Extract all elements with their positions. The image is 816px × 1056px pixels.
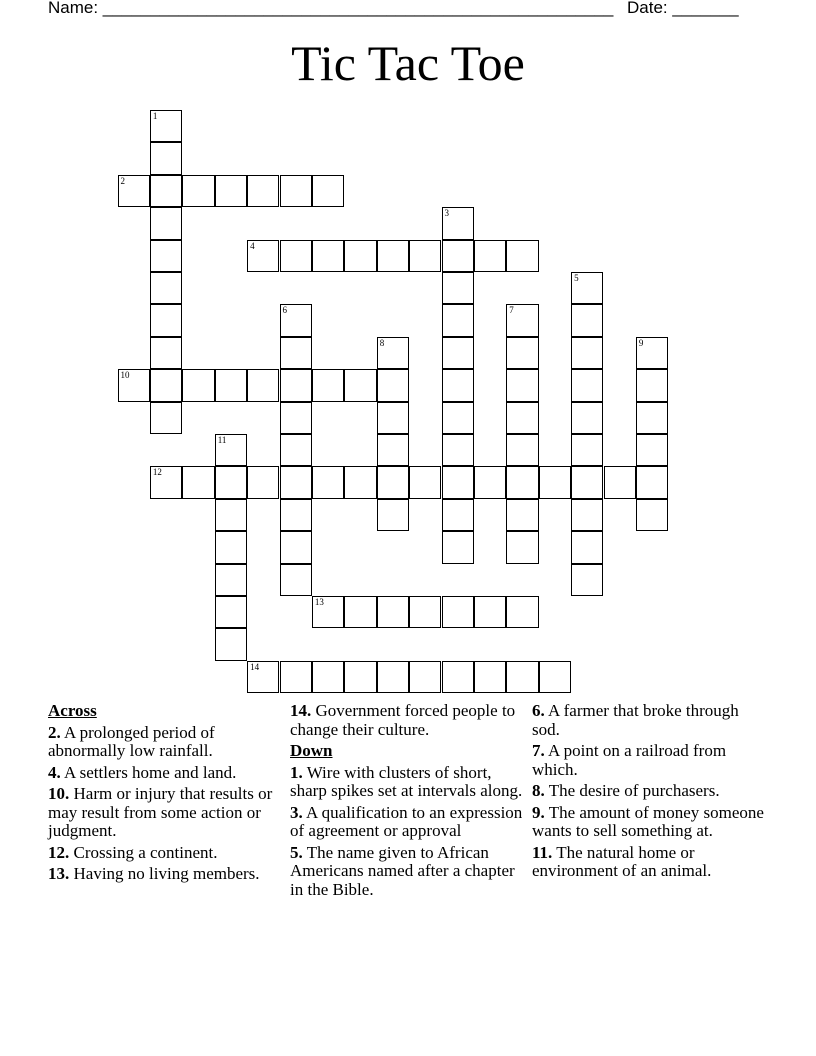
grid-cell[interactable]: [442, 466, 474, 498]
cell-number: 1: [152, 111, 158, 121]
clue-column-3: [532, 702, 768, 884]
grid-cell[interactable]: [150, 272, 182, 304]
grid-cell[interactable]: [312, 369, 344, 401]
grid-cell[interactable]: [247, 661, 279, 693]
clue-number: 2.: [48, 722, 61, 742]
grid-cell[interactable]: [118, 175, 150, 207]
grid-cell[interactable]: [571, 337, 603, 369]
grid-cell[interactable]: [312, 596, 344, 628]
grid-cell[interactable]: [215, 434, 247, 466]
clue-text: The desire of purchasers.: [544, 781, 720, 800]
grid-cell[interactable]: [280, 337, 312, 369]
clue-text: Harm or injury that results or may result from some action or judgment.: [48, 784, 273, 840]
cell-number: 9: [638, 337, 644, 348]
clue-down-1: [290, 764, 526, 801]
clue-down-11: [532, 844, 768, 881]
grid-cell[interactable]: [571, 402, 603, 434]
clue-across-13: [48, 865, 284, 884]
grid-cell[interactable]: [182, 466, 214, 498]
grid-cell[interactable]: [506, 402, 538, 434]
grid-cell[interactable]: [280, 499, 312, 531]
grid-cell[interactable]: [280, 564, 312, 596]
grid-cell[interactable]: [474, 240, 506, 272]
date-field[interactable]: Date: _______: [627, 0, 739, 17]
grid-cell[interactable]: [442, 369, 474, 401]
grid-cell[interactable]: [280, 240, 312, 272]
clue-number: 9.: [532, 802, 545, 822]
clue-number: 14.: [290, 701, 312, 720]
clue-text: The amount of money someone wants to sell something at.: [532, 802, 764, 840]
grid-cell[interactable]: [636, 466, 668, 498]
clue-across-12: [48, 844, 284, 863]
grid-cell[interactable]: [442, 402, 474, 434]
grid-cell[interactable]: [474, 661, 506, 693]
clue-number: 8.: [532, 781, 545, 800]
page-title: Tic Tac Toe: [291, 35, 525, 91]
grid-cell[interactable]: [150, 337, 182, 369]
grid-cell[interactable]: [215, 564, 247, 596]
grid-cell[interactable]: [118, 369, 150, 401]
grid-cell[interactable]: [409, 240, 441, 272]
grid-cell[interactable]: [312, 466, 344, 498]
grid-cell[interactable]: [474, 596, 506, 628]
clue-text: The natural home or environment of an animal.: [532, 842, 712, 880]
grid-cell[interactable]: [442, 661, 474, 693]
clue-across-4: [48, 764, 284, 783]
grid-cell[interactable]: [215, 531, 247, 563]
cell-number: 2: [120, 175, 125, 186]
grid-cell[interactable]: [280, 304, 312, 336]
grid-cell[interactable]: [377, 369, 409, 401]
clue-number: 1.: [290, 762, 303, 782]
grid-cell[interactable]: [280, 175, 312, 207]
grid-cell[interactable]: [344, 466, 376, 498]
grid-cell[interactable]: [571, 564, 603, 596]
clue-down-7: [532, 742, 768, 779]
clue-number: 7.: [532, 741, 545, 760]
grid-cell[interactable]: [636, 337, 668, 369]
grid-cell[interactable]: [215, 596, 247, 628]
grid-cell[interactable]: [150, 369, 182, 401]
grid-cell[interactable]: [442, 499, 474, 531]
grid-cell[interactable]: [506, 240, 538, 272]
clue-down-8: [532, 782, 768, 801]
clue-text: Government forced people to change their culture.: [290, 701, 516, 739]
clue-number: 6.: [532, 701, 545, 720]
grid-cell[interactable]: [571, 272, 603, 304]
grid-cell[interactable]: [215, 369, 247, 401]
grid-cell[interactable]: [215, 175, 247, 207]
cell-number: 7: [509, 305, 514, 316]
clue-text: Wire with clusters of short, sharp spikes set at intervals along.: [290, 762, 523, 800]
clue-number: 11.: [532, 842, 553, 862]
grid-cell[interactable]: [571, 434, 603, 466]
clue-across-14: [290, 702, 526, 739]
grid-cell[interactable]: [377, 466, 409, 498]
grid-cell[interactable]: [636, 402, 668, 434]
grid-cell[interactable]: [539, 661, 571, 693]
name-field[interactable]: Name: ______________________________________________________: [48, 0, 614, 17]
across-heading: Across: [48, 701, 97, 720]
grid-cell[interactable]: [506, 434, 538, 466]
clue-text: Having no living members.: [69, 864, 260, 883]
clue-text: Crossing a continent.: [69, 842, 218, 862]
cell-number: 4: [250, 240, 255, 251]
clue-text: The name given to African Americans named after a chapter in the Bible.: [290, 842, 515, 899]
grid-cell[interactable]: [377, 661, 409, 693]
grid-cell[interactable]: [247, 175, 279, 207]
grid-cell[interactable]: [150, 175, 182, 207]
grid-cell[interactable]: [506, 596, 538, 628]
cell-number: 11: [217, 435, 227, 445]
grid-cell[interactable]: [442, 240, 474, 272]
clue-column-1: [48, 702, 284, 887]
clue-down-9: [532, 804, 768, 841]
grid-cell[interactable]: [506, 661, 538, 693]
grid-cell[interactable]: [312, 661, 344, 693]
grid-cell[interactable]: [377, 499, 409, 531]
grid-cell[interactable]: [377, 434, 409, 466]
clue-number: 13.: [48, 864, 70, 883]
grid-cell[interactable]: [571, 466, 603, 498]
clue-across-10: [48, 785, 284, 841]
grid-cell[interactable]: [377, 337, 409, 369]
cell-number: 14: [250, 661, 260, 672]
clue-down-5: [290, 844, 526, 900]
clue-text: A qualification to an expression of agreement or approval: [290, 802, 523, 840]
clue-down-3: [290, 804, 526, 841]
grid-cell[interactable]: [215, 628, 247, 660]
clue-number: 3.: [290, 802, 303, 822]
grid-cell[interactable]: [182, 369, 214, 401]
grid-cell[interactable]: [150, 207, 182, 239]
grid-cell[interactable]: [312, 175, 344, 207]
grid-cell[interactable]: [636, 369, 668, 401]
grid-cell[interactable]: [604, 466, 636, 498]
grid-cell[interactable]: [571, 369, 603, 401]
grid-cell[interactable]: [344, 661, 376, 693]
grid-cell[interactable]: [506, 337, 538, 369]
grid-cell[interactable]: [571, 531, 603, 563]
clue-text: A farmer that broke through sod.: [532, 701, 739, 739]
grid-cell[interactable]: [377, 596, 409, 628]
grid-cell[interactable]: [442, 531, 474, 563]
grid-cell[interactable]: [280, 531, 312, 563]
grid-cell[interactable]: [442, 337, 474, 369]
grid-cell[interactable]: [247, 240, 279, 272]
clue-down-6: [532, 702, 768, 739]
grid-cell[interactable]: [409, 466, 441, 498]
grid-cell[interactable]: [280, 402, 312, 434]
grid-cell[interactable]: [312, 240, 344, 272]
grid-cell[interactable]: [377, 240, 409, 272]
grid-cell[interactable]: [215, 499, 247, 531]
clue-across-2: [48, 724, 284, 761]
grid-cell[interactable]: [344, 369, 376, 401]
grid-cell[interactable]: [409, 661, 441, 693]
grid-cell[interactable]: [247, 369, 279, 401]
grid-cell[interactable]: [182, 175, 214, 207]
grid-cell[interactable]: [280, 466, 312, 498]
grid-cell[interactable]: [280, 369, 312, 401]
grid-cell[interactable]: [377, 402, 409, 434]
grid-cell[interactable]: [442, 207, 474, 239]
clue-number: 12.: [48, 842, 70, 862]
cell-number: 5: [574, 273, 579, 283]
clue-text: A settlers home and land.: [60, 762, 237, 782]
grid-cell[interactable]: [571, 499, 603, 531]
grid-cell[interactable]: [280, 434, 312, 466]
down-heading: Down: [290, 741, 333, 760]
clue-column-2: [290, 702, 526, 902]
grid-cell[interactable]: [280, 661, 312, 693]
clue-text: A prolonged period of abnormally low rainfall.: [48, 722, 215, 760]
grid-cell[interactable]: [150, 304, 182, 336]
clue-number: 5.: [290, 842, 303, 862]
grid-cell[interactable]: [150, 466, 182, 498]
grid-cell[interactable]: [215, 466, 247, 498]
grid-cell[interactable]: [150, 402, 182, 434]
grid-cell[interactable]: [474, 466, 506, 498]
grid-cell[interactable]: [506, 531, 538, 563]
cell-number: 6: [282, 305, 287, 316]
grid-cell[interactable]: [150, 240, 182, 272]
grid-cell[interactable]: [409, 596, 441, 628]
grid-cell[interactable]: [442, 596, 474, 628]
grid-cell[interactable]: [636, 434, 668, 466]
grid-cell[interactable]: [442, 272, 474, 304]
grid-cell[interactable]: [247, 466, 279, 498]
cell-number: 12: [152, 467, 162, 478]
grid-cell[interactable]: [344, 596, 376, 628]
clue-number: 4.: [48, 762, 61, 782]
grid-cell[interactable]: [442, 434, 474, 466]
clue-number: 10.: [48, 784, 70, 803]
grid-cell[interactable]: [506, 499, 538, 531]
cell-number: 8: [379, 337, 385, 348]
grid-cell[interactable]: [150, 142, 182, 174]
grid-cell[interactable]: [636, 499, 668, 531]
grid-cell[interactable]: [539, 466, 571, 498]
cell-number: 10: [120, 370, 130, 381]
cell-number: 3: [444, 208, 449, 219]
cell-number: 13: [314, 597, 324, 607]
grid-cell[interactable]: [571, 304, 603, 336]
grid-cell[interactable]: [344, 240, 376, 272]
clue-text: A point on a railroad from which.: [532, 741, 727, 779]
grid-cell[interactable]: [506, 369, 538, 401]
grid-cell[interactable]: [442, 304, 474, 336]
grid-cell[interactable]: [506, 466, 538, 498]
grid-cell[interactable]: [150, 110, 182, 142]
grid-cell[interactable]: [506, 304, 538, 336]
